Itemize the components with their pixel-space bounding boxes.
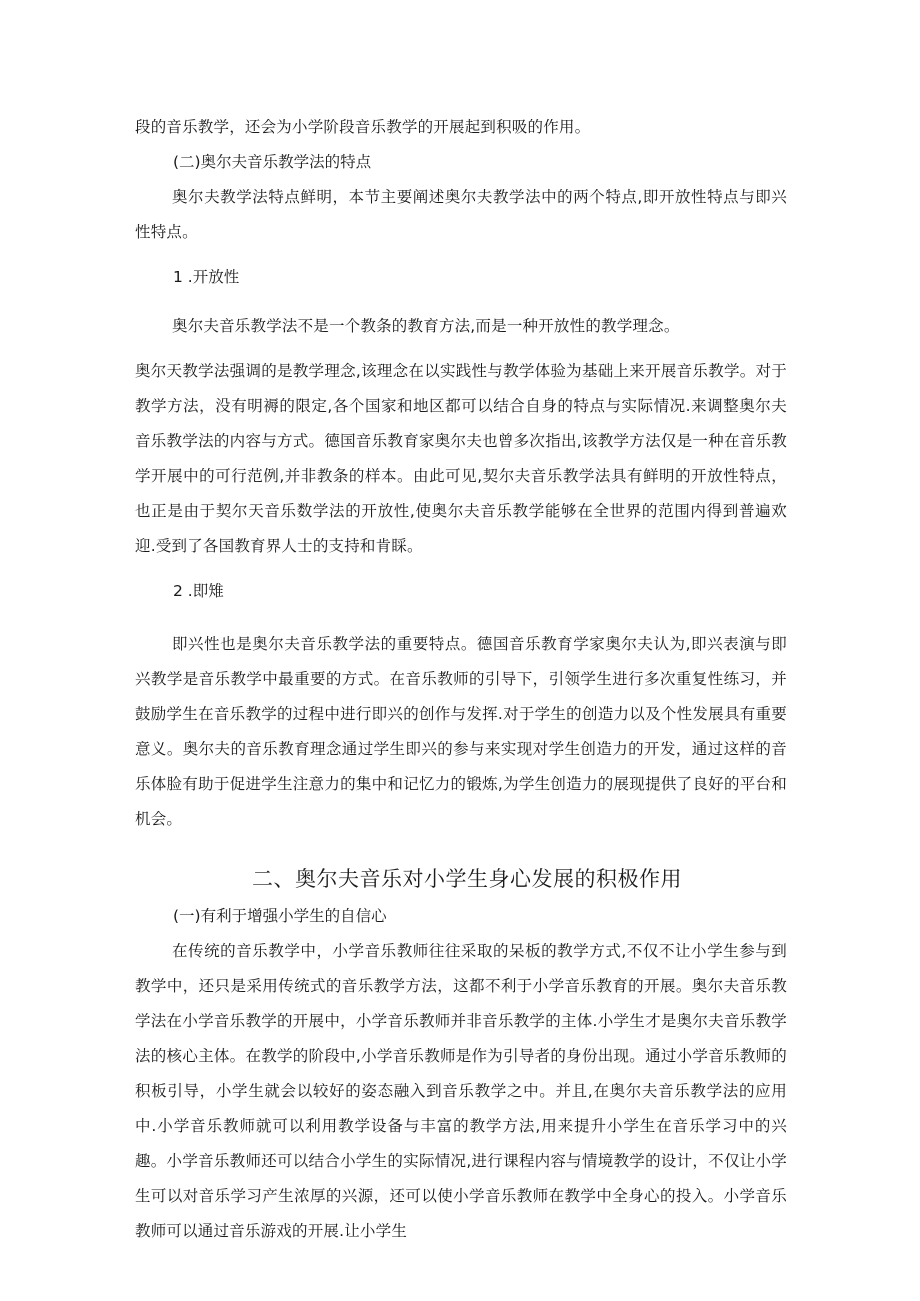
sub-heading-confidence: (一)有利于增强小学生的自信心 — [173, 907, 387, 925]
paragraph-continuation: 段的音乐教学，还会为小学阶段音乐教学的开展起到积吸的作用。 — [135, 118, 591, 136]
item-heading-openness: 1 .开放性 — [173, 268, 240, 286]
paragraph-confidence: 在传统的音乐教学中，小学音乐教师往往采取的呆板的教学方式,不仅不让小学生参与到教学中，还只是采用传统式的音乐教学方法，这都不利于小学音乐教育的开展。奥尔夫音乐教学法在小学音乐教学的开展中，小学音乐教师并非音乐教学的主体.小学生才是奥尔夫音乐教学法的核心主体。在教学的阶段中,小学音乐教师是作为引导者的身份出现。通过小学音乐教师的积板引导，小学生就会以较好的姿态融入到音乐教学之中。并且,在奥尔夫音乐教学法的应用中.小学音乐教师就可以利用教学设备与丰富的教学方法,用来提升小学生在音乐学习中的兴趣。小学音乐教师还可以结合小学生的实际情况,进行课程内容与情境教学的设计，不仅让小学生可以对音乐学习产生浓厚的兴源，还可以使小学音乐教师在教学中全身心的投入。小学音乐教师可以通过音乐游戏的开展.让小学生 — [135, 942, 787, 1240]
paragraph-openness-intro: 奥尔夫音乐教学法不是一个教条的教育方法,而是一种开放性的教学理念。 — [172, 317, 680, 335]
paragraph-openness-body: 奥尔天教学法强调的是教学理念,该理念在以实践性与教学体验为基础上来开展音乐教学。对于教学方法，没有明褥的限定,各个国家和地区都可以结合自身的特点与实际情况.来调整奥尔夫音乐教学法的内容与方式。德国音乐教育家奥尔夫也曾多次指出,该教学方法仅是一种在音乐教学开展中的可行范例,并非教条的样本。由此可见,契尔夫音乐教学法具有鲜明的开放性特点，也正是由于契尔天音乐数学法的开放性,使奥尔夫音乐教学能够在全世界的范围内得到普遍欢迎.受到了各国教育界人士的支持和肯睬。 — [135, 362, 787, 555]
sub-heading-features: (二)奥尔夫音乐教学法的特点 — [173, 153, 372, 171]
paragraph-features-intro: 奥尔夫教学法特点鲜明，本节主要阐述奥尔夫教学法中的两个特点,即开放性特点与即兴性特点。 — [135, 188, 787, 241]
item-heading-improvisation: 2 .即雉 — [173, 582, 224, 600]
paragraph-improvisation: 即兴性也是奥尔夫音乐教学法的重要特点。德国音乐教育学家奥尔夫认为,即兴表演与即兴教学是音乐教学中最重要的方式。在音乐教师的引导下，引领学生进行多次重复性练习，并鼓励学生在音乐教学的过程中进行即兴的创作与发挥.对于学生的创造力以及个性发展具有重要意义。奥尔夫的音乐教育理念通过学生即兴的参与来实现对学生创造力的开发，通过这样的音乐体脸有助于促进学生注意力的集中和记忆力的锻炼,为学生创造力的展现提供了良好的平台和机会。 — [135, 635, 787, 828]
section-heading: 二、奥尔夫音乐对小学生身心发展的积极作用 — [252, 867, 682, 891]
document-body — [135, 110, 787, 1249]
